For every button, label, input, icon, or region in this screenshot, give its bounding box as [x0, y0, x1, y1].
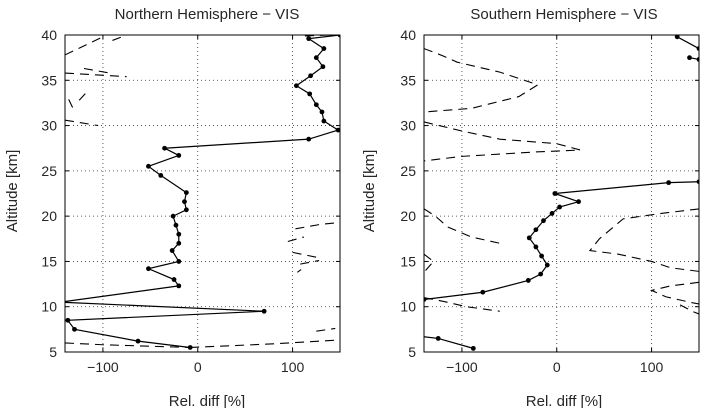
data-point [436, 336, 441, 341]
data-point [321, 119, 326, 124]
data-point [314, 102, 319, 107]
data-point [533, 227, 538, 232]
plot-area [58, 33, 343, 350]
data-point [321, 46, 326, 51]
data-point [65, 318, 70, 323]
data-point [545, 263, 550, 268]
data-point [146, 164, 151, 169]
dashed-series-line [424, 209, 500, 243]
data-point [176, 259, 181, 264]
data-point [262, 309, 267, 314]
dashed-series-line [297, 270, 301, 273]
y-tick-label: 10 [400, 298, 416, 315]
chart-southern [361, 6, 701, 408]
y-tick-label: 15 [41, 253, 57, 270]
x-axis-label: Rel. diff [%] [168, 393, 246, 408]
dashed-series-line [424, 254, 433, 272]
solid-series-line [677, 37, 699, 49]
data-point [72, 327, 77, 332]
dashed-series-line [67, 96, 73, 108]
x-tick-label: −100 [87, 359, 119, 375]
data-point [666, 180, 671, 185]
data-point [552, 191, 557, 196]
data-point [170, 248, 175, 253]
data-point [306, 36, 311, 41]
x-tick-label: 100 [639, 359, 664, 375]
data-point [557, 205, 562, 210]
y-tick-label: 30 [41, 117, 57, 134]
y-axis-label: Altitude [km] [4, 149, 21, 233]
data-point [527, 235, 532, 240]
data-point [471, 346, 476, 351]
y-tick-label: 5 [408, 344, 416, 360]
data-point [162, 146, 167, 151]
data-point [320, 110, 325, 115]
data-point [306, 137, 311, 142]
dashed-series-line [65, 120, 98, 125]
y-tick-label: 10 [41, 298, 57, 315]
axes-frame [424, 35, 699, 352]
dashed-series-line [316, 328, 335, 331]
data-point [533, 245, 538, 250]
data-point [172, 277, 177, 282]
data-point [176, 283, 181, 288]
dashed-series-line [590, 209, 699, 271]
data-point [550, 211, 555, 216]
y-tick-label: 25 [400, 162, 416, 179]
chart-title: Southern Hemisphere − VIS [470, 6, 658, 23]
dashed-series-line [65, 37, 103, 55]
dashed-series-line [293, 252, 320, 257]
dashed-series-line [65, 73, 127, 77]
data-point [480, 290, 485, 295]
data-point [412, 333, 417, 338]
dashed-series-line [79, 93, 86, 100]
data-point [541, 218, 546, 223]
y-tick-label: 25 [41, 162, 57, 179]
dashed-series-line [84, 69, 110, 74]
y-tick-label: 35 [400, 72, 416, 89]
data-point [308, 73, 313, 78]
data-point [184, 207, 189, 212]
data-point [58, 300, 63, 305]
data-point [294, 83, 299, 88]
solid-series-line [60, 35, 340, 347]
data-point [182, 199, 187, 204]
y-tick-label: 20 [41, 208, 57, 225]
y-tick-label: 30 [400, 117, 416, 134]
chart-title: Northern Hemisphere − VIS [114, 6, 300, 23]
data-point [146, 266, 151, 271]
y-tick-label: 40 [41, 27, 57, 43]
data-point [539, 254, 544, 259]
dashed-series-line [652, 282, 699, 304]
data-point [184, 190, 189, 195]
dashed-series-line [295, 222, 340, 228]
y-tick-label: 5 [49, 344, 57, 360]
data-point [158, 173, 163, 178]
y-tick-label: 40 [400, 27, 416, 43]
data-point [314, 55, 319, 60]
data-point [174, 223, 179, 228]
y-axis-label: Altitude [km] [361, 149, 378, 233]
data-point [176, 241, 181, 246]
grid [41, 27, 340, 375]
data-point [307, 91, 312, 96]
x-tick-label: 0 [552, 359, 561, 375]
data-point [526, 278, 531, 283]
x-tick-label: 100 [280, 359, 305, 375]
chart-northern [4, 6, 342, 408]
y-tick-label: 35 [41, 72, 57, 89]
data-point [176, 232, 181, 237]
data-point [538, 272, 543, 277]
y-tick-label: 15 [400, 253, 416, 270]
y-tick-label: 20 [400, 208, 416, 225]
x-tick-label: 0 [193, 359, 202, 375]
data-point [176, 153, 181, 158]
data-point [687, 55, 692, 60]
dashed-series-line [288, 237, 304, 242]
dashed-series-line [112, 35, 126, 40]
x-tick-label: −100 [446, 359, 478, 375]
dashed-series-line [190, 340, 335, 347]
data-point [321, 64, 326, 69]
data-point [576, 199, 581, 204]
data-point [136, 339, 141, 344]
data-point [171, 214, 176, 219]
grid [400, 27, 699, 375]
x-axis-label: Rel. diff [%] [525, 393, 603, 408]
